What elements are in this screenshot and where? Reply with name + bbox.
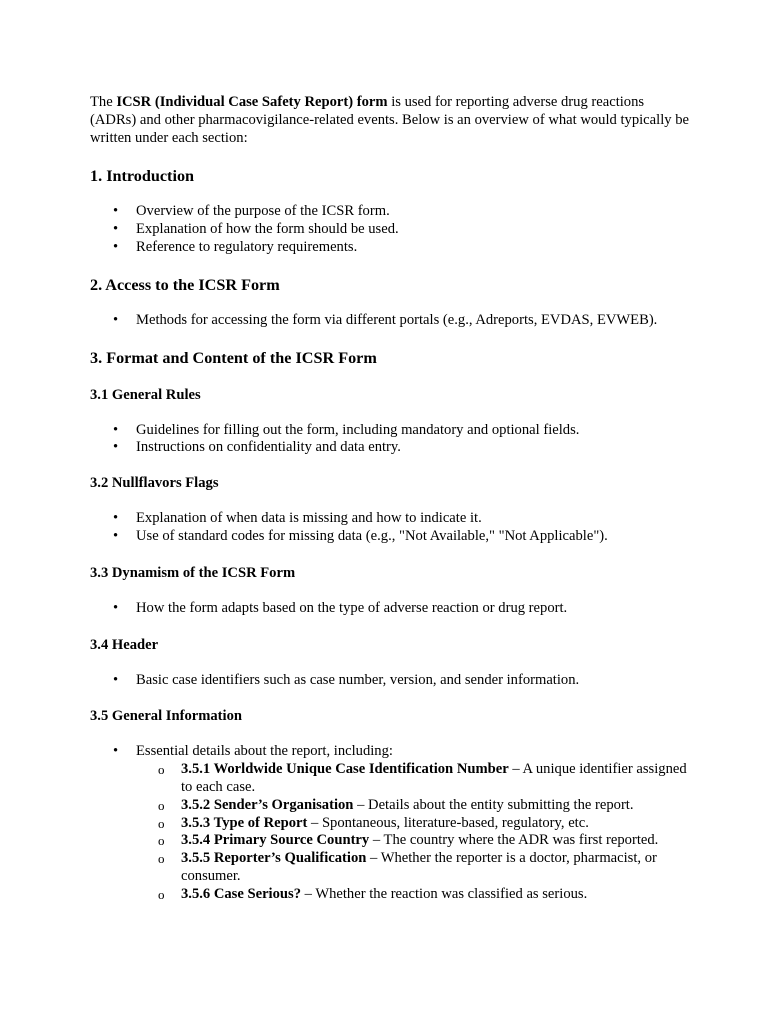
heading-format-content: 3. Format and Content of the ICSR Form — [90, 348, 377, 367]
list-item-text: Explanation of when data is missing and how to indicate it. — [136, 510, 482, 527]
bullet-icon: • — [113, 671, 119, 688]
bullet-icon: • — [113, 221, 119, 238]
intro-text-end: is used for reporting adverse drug reactions (ADRs) and other pharmacovigilance-related events. Below is an overview of what would typically be written under each section: — [90, 94, 689, 146]
intro-paragraph — [90, 94, 690, 147]
general-information-sub-list — [90, 761, 690, 903]
list-item-text: How the form adapts based on the type of adverse reaction or drug report. — [136, 599, 568, 616]
sub-item-term: 3.5.2 Sender’s Organisation — [181, 796, 354, 813]
list-item — [90, 528, 690, 546]
bullet-icon: • — [113, 421, 119, 438]
list-item — [90, 312, 690, 330]
sub-item-term: 3.5.4 Primary Source Country — [181, 832, 370, 849]
dynamism-list — [90, 600, 690, 618]
bullet-icon: • — [113, 238, 119, 255]
sub-list-item — [90, 832, 690, 850]
access-list — [90, 312, 690, 330]
intro-bold-term: ICSR (Individual Case Safety Report) form — [116, 94, 388, 110]
list-item — [90, 743, 690, 903]
sub-list-item — [90, 850, 690, 886]
nullflavors-list — [90, 510, 690, 546]
list-item — [90, 203, 690, 221]
list-item — [90, 600, 690, 618]
sub-list-item — [90, 815, 690, 833]
sub-item-text: – Details about the entity submitting the report. — [353, 796, 634, 813]
bullet-icon: • — [113, 439, 119, 456]
general-information-list — [90, 743, 690, 903]
sub-list-item — [90, 797, 690, 815]
list-item-text: Explanation of how the form should be used. — [136, 221, 399, 238]
sub-item-term: 3.5.1 Worldwide Unique Case Identification Number — [181, 761, 509, 778]
header-list — [90, 672, 690, 690]
heading-dynamism: 3.3 Dynamism of the ICSR Form — [90, 564, 296, 581]
sub-item-term: 3.5.6 Case Serious? — [181, 885, 301, 902]
list-item-text: Reference to regulatory requirements. — [136, 238, 358, 255]
sub-item-text: – The country where the ADR was first reported. — [369, 832, 659, 849]
sub-item-text: – Whether the reaction was classified as serious. — [301, 885, 588, 902]
bullet-icon: • — [113, 743, 119, 760]
sub-list-wrapper — [90, 761, 690, 903]
sub-list-item — [90, 761, 690, 797]
list-item-text: Use of standard codes for missing data (e.g., "Not Available," "Not Applicable"). — [136, 527, 608, 544]
sub-item-text: – A unique identifier assigned to each case. — [181, 761, 687, 795]
circle-bullet-icon: o — [158, 797, 165, 813]
sub-list-item — [90, 886, 690, 904]
list-item-text: Overview of the purpose of the ICSR form. — [136, 203, 390, 220]
heading-introduction: 1. Introduction — [90, 167, 195, 186]
heading-general-information: 3.5 General Information — [90, 708, 243, 725]
bullet-icon: • — [113, 510, 119, 527]
bullet-icon: • — [113, 527, 119, 544]
list-item-text: Methods for accessing the form via different portals (e.g., Adreports, EVDAS, EVWEB). — [136, 311, 658, 328]
bullet-icon: • — [113, 599, 119, 616]
sub-item-term: 3.5.3 Type of Report — [181, 814, 308, 831]
heading-nullflavors: 3.2 Nullflavors Flags — [90, 475, 219, 492]
bullet-icon: • — [113, 203, 119, 220]
intro-text-start: The — [90, 94, 117, 110]
sub-item-text: – Spontaneous, literature-based, regulatory, etc. — [307, 814, 589, 831]
circle-bullet-icon: o — [158, 815, 165, 831]
bullet-icon: • — [113, 311, 119, 328]
heading-header: 3.4 Header — [90, 636, 159, 653]
list-item — [90, 439, 690, 457]
list-item-text: Essential details about the report, including: — [136, 743, 393, 760]
circle-bullet-icon: o — [158, 833, 165, 849]
list-item-text: Instructions on confidentiality and data entry. — [136, 439, 401, 456]
list-item — [90, 221, 690, 239]
heading-access: 2. Access to the ICSR Form — [90, 275, 280, 294]
list-item — [90, 672, 690, 690]
introduction-list — [90, 203, 690, 256]
list-item — [90, 422, 690, 440]
list-item-text: Basic case identifiers such as case number, version, and sender information. — [136, 671, 580, 688]
circle-bullet-icon: o — [158, 762, 165, 778]
list-item — [90, 510, 690, 528]
general-rules-list — [90, 422, 690, 458]
heading-general-rules: 3.1 General Rules — [90, 386, 201, 403]
document-page — [90, 94, 690, 904]
list-item — [90, 239, 690, 257]
list-item-text: Guidelines for filling out the form, including mandatory and optional fields. — [136, 421, 580, 438]
circle-bullet-icon: o — [158, 851, 165, 867]
sub-item-text: – Whether the reporter is a doctor, pharmacist, or consumer. — [181, 850, 657, 884]
circle-bullet-icon: o — [158, 886, 165, 902]
sub-item-term: 3.5.5 Reporter’s Qualification — [181, 850, 367, 867]
